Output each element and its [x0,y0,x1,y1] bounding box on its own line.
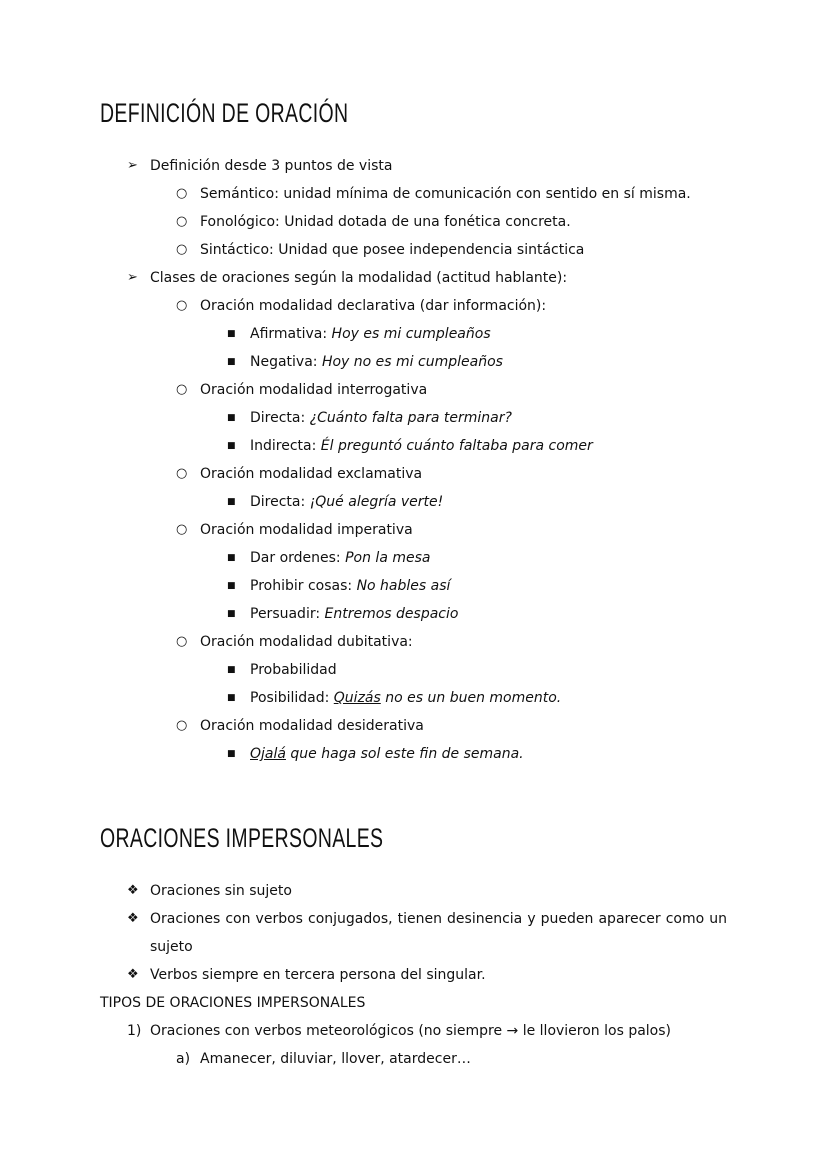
bullet-marker: ■ [227,357,236,367]
item-text [250,404,727,432]
list-item [227,600,727,628]
item-text [150,877,727,905]
text-segment: Negativa: [250,354,322,370]
list-item [227,656,727,684]
bullet-marker: ■ [227,693,236,703]
example-text: Quizás [333,690,381,706]
text-segment: Indirecta: [250,438,321,454]
item-text [200,376,727,404]
bullet-marker: ■ [227,329,236,339]
example-text: ¿Cuánto falta para terminar? [309,410,512,426]
list-item [127,152,727,180]
item-text [150,905,727,961]
bullet-marker: ❖ [127,911,139,926]
list-item [176,376,727,404]
bullet-marker: ■ [227,553,236,563]
item-text [250,348,727,376]
text-segment: Semántico: unidad mínima de comunicación con sentido en sí misma. [200,186,691,202]
bullet-marker: ○ [176,466,188,481]
item-text [250,684,727,712]
item-text [250,432,727,460]
text-segment: Oración modalidad interrogativa [200,382,428,398]
text-segment: Oración modalidad desiderativa [200,718,424,734]
example-text: Él preguntó cuánto faltaba para comer [320,438,593,454]
text-segment: Posibilidad: [250,690,334,706]
text-segment: Directa: [250,410,310,426]
bullet-marker: ○ [176,214,188,229]
item-text [150,152,727,180]
bullet-marker: ■ [227,497,236,507]
list-item [176,180,727,208]
list-item [227,432,727,460]
bullet-marker: a) [176,1051,191,1067]
item-text [200,516,727,544]
bullet-marker: 1) [127,1023,142,1039]
bullet-marker: ❖ [127,883,139,898]
bullet-marker: ○ [176,634,188,649]
item-text [200,208,727,236]
item-text [150,1017,727,1045]
item-text [200,628,727,656]
item-text [150,961,727,989]
item-text [250,320,727,348]
list-item [176,628,727,656]
list-item [100,989,727,1017]
list-item [227,488,727,516]
item-text [250,740,727,768]
list-item [127,264,727,292]
text-segment: Oración modalidad declarativa (dar información): [200,298,547,314]
list-item [227,404,727,432]
text-segment: Directa: [250,494,310,510]
bullet-marker: ○ [176,382,188,397]
text-segment: Dar ordenes: [250,550,346,566]
item-text [250,544,727,572]
list-item [227,348,727,376]
text-segment: Oraciones con verbos meteorológicos (no siempre → le llovieron los palos) [150,1023,672,1039]
item-text [200,460,727,488]
bullet-marker: ○ [176,242,188,257]
bullet-marker: ➢ [127,158,138,173]
text-segment: Clases de oraciones según la modalidad (actitud hablante): [150,270,568,286]
list-item [176,1045,727,1073]
example-text: que haga sol este fin de semana. [285,746,524,762]
item-text [250,488,727,516]
text-segment: Verbos siempre en tercera persona del singular. [150,967,486,983]
list-item [127,1017,727,1045]
item-text [200,236,727,264]
example-text: Hoy no es mi cumpleaños [321,354,503,370]
text-segment: Fonológico: Unidad dotada de una fonética concreta. [200,214,571,230]
item-text [250,600,727,628]
text-segment: TIPOS DE ORACIONES IMPERSONALES [100,995,366,1011]
list-item [227,544,727,572]
item-text [100,989,727,1017]
list-item [227,740,727,768]
item-text [150,264,727,292]
bullet-marker: ■ [227,609,236,619]
item-text [200,292,727,320]
text-segment: Afirmativa: [250,326,332,342]
list-item [227,572,727,600]
text-segment: Oración modalidad imperativa [200,522,413,538]
text-segment: Oración modalidad exclamativa [200,466,423,482]
bullet-marker: ➢ [127,270,138,285]
section-impersonales-list [0,877,828,1073]
example-text: Pon la mesa [345,550,431,566]
bullet-marker: ■ [227,413,236,423]
list-item [176,712,727,740]
list-item [176,516,727,544]
text-segment: Oraciones con verbos conjugados, tienen desinencia y pueden aparecer como un sujeto [150,911,727,955]
item-text [200,180,727,208]
bullet-marker: ■ [227,581,236,591]
text-segment: Probabilidad [250,662,337,678]
bullet-marker: ■ [227,749,236,759]
bullet-marker: ■ [227,441,236,451]
text-segment: Definición desde 3 puntos de vista [150,158,393,174]
list-item [176,460,727,488]
text-segment: Persuadir: [250,606,325,622]
example-text: Ojalá [250,746,286,762]
bullet-marker: ❖ [127,967,139,982]
example-text: no es un buen momento. [380,690,562,706]
item-text [250,572,727,600]
text-segment: Oraciones sin sujeto [150,883,292,899]
list-item [227,320,727,348]
heading-oraciones-impersonales: ORACIONES IMPERSONALES [100,823,384,853]
text-segment: Prohibir cosas: [250,578,357,594]
example-text: Entremos despacio [324,606,459,622]
list-item [176,236,727,264]
text-segment: Sintáctico: Unidad que posee independencia sintáctica [200,242,585,258]
heading-definicion-oracion: DEFINICIÓN DE ORACIÓN [100,98,349,128]
bullet-marker: ○ [176,522,188,537]
item-text [250,656,727,684]
item-text [200,712,727,740]
bullet-marker: ○ [176,186,188,201]
list-item [176,292,727,320]
text-segment: Amanecer, diluviar, llover, atardecer… [200,1051,471,1067]
item-text [200,1045,727,1073]
example-text: No hables así [356,578,451,594]
bullet-marker: ○ [176,298,188,313]
bullet-marker: ■ [227,665,236,675]
bullet-marker: ○ [176,718,188,733]
list-item [127,877,727,905]
text-segment: Oración modalidad dubitativa: [200,634,413,650]
list-item [176,208,727,236]
example-text: ¡Qué alegría verte! [309,494,444,510]
list-item [127,905,727,961]
section-definicion-list [0,152,828,768]
list-item [227,684,727,712]
list-item [127,961,727,989]
example-text: Hoy es mi cumpleaños [331,326,491,342]
